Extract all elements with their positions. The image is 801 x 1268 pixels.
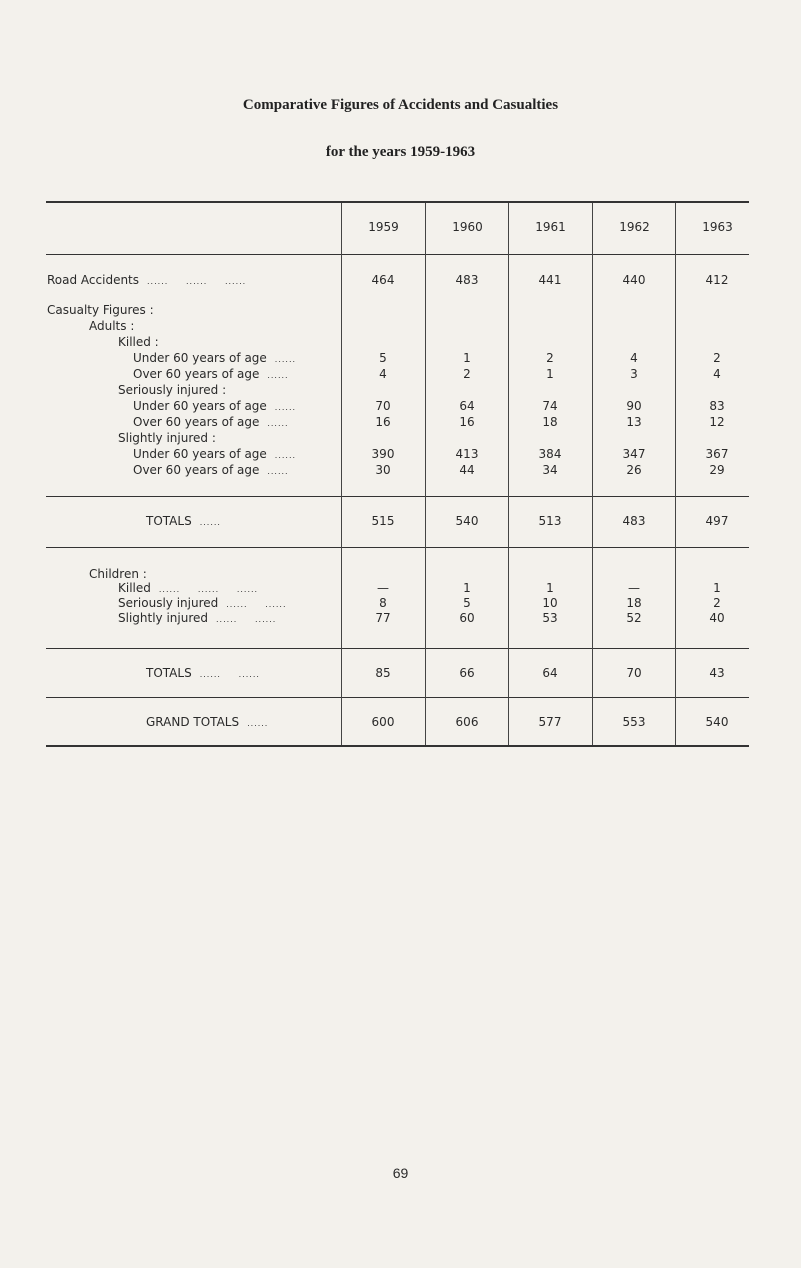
year-header: 1959 (368, 220, 399, 234)
row-label-text: Road Accidents (47, 273, 140, 287)
table-cell: 34 (542, 463, 558, 477)
table-cell: 515 (371, 514, 395, 528)
table-cell: 4 (630, 351, 638, 365)
table-cell: 513 (538, 514, 562, 528)
row-label-text: Slightly injured (118, 611, 209, 625)
row-label-text: Slightly injured : (118, 431, 216, 445)
row-label (146, 515, 221, 529)
column-divider (675, 203, 676, 745)
dot-leader: ...... (274, 403, 297, 412)
dot-leader: ...... ...... (226, 600, 287, 609)
dot-leader: ...... (274, 355, 297, 364)
row-label (89, 568, 147, 581)
table-cell: 77 (375, 611, 391, 625)
dot-leader: ...... ...... ...... (158, 585, 259, 594)
table-cell: 70 (626, 666, 642, 680)
year-header: 1961 (535, 220, 566, 234)
table-cell: 483 (622, 514, 646, 528)
row-label-text: Casualty Figures : (47, 303, 154, 317)
year-header: 1962 (619, 220, 650, 234)
table-cell: 13 (626, 415, 642, 429)
table-cell: 53 (542, 611, 558, 625)
row-label-text: TOTALS (146, 666, 192, 680)
row-label (118, 336, 159, 349)
dot-leader: ...... (199, 518, 221, 527)
table-cell: 1 (546, 581, 554, 595)
table-cell: 384 (538, 447, 562, 461)
page-subtitle: for the years 1959-1963 (325, 144, 476, 160)
table-cell: 441 (538, 273, 562, 287)
page-title: Comparative Figures of Accidents and Casualties (242, 97, 559, 113)
table-cell: 5 (463, 596, 471, 610)
year-header: 1963 (702, 220, 733, 234)
table-cell: 2 (713, 596, 721, 610)
table-cell: 26 (626, 463, 642, 477)
row-label-text: Children : (89, 567, 147, 581)
table-cell: 52 (626, 611, 642, 625)
table-cell: 2 (546, 351, 554, 365)
header-rule (46, 254, 749, 255)
row-label (118, 612, 276, 626)
dot-leader: ...... (267, 467, 289, 476)
table-cell: 497 (705, 514, 729, 528)
table-cell: 66 (459, 666, 475, 680)
row-label-text: Killed (118, 581, 151, 595)
dot-leader: ...... (267, 419, 289, 428)
row-label (146, 716, 268, 730)
row-label-text: Under 60 years of age (133, 399, 267, 413)
column-divider (592, 203, 593, 745)
row-label (118, 432, 216, 445)
table-cell: 40 (709, 611, 725, 625)
column-divider (425, 203, 426, 745)
row-label-text: GRAND TOTALS (146, 715, 240, 729)
table-cell: 12 (709, 415, 725, 429)
row-label-text: Under 60 years of age (133, 447, 267, 461)
row-label-text: Seriously injured (118, 596, 219, 610)
dot-leader: ...... (274, 451, 297, 460)
row-label (118, 582, 258, 596)
table-cell: 440 (622, 273, 646, 287)
page-number: 69 (392, 1165, 409, 1181)
table-cell: 483 (455, 273, 479, 287)
row-label-text: Seriously injured : (118, 383, 227, 397)
dot-leader: ...... (247, 719, 269, 728)
children-totals-bottom-rule (46, 697, 749, 698)
row-label (133, 368, 289, 382)
row-label (133, 400, 296, 414)
year-header: 1960 (452, 220, 483, 234)
row-label-text: TOTALS (146, 514, 192, 528)
table-cell: 29 (709, 463, 725, 477)
table-cell: 1 (463, 581, 471, 595)
table-cell: 413 (455, 447, 479, 461)
row-label (133, 448, 296, 462)
table-cell: 347 (622, 447, 646, 461)
column-divider (508, 203, 509, 745)
table-cell: 64 (542, 666, 558, 680)
table-cell: 16 (459, 415, 475, 429)
table-cell: 1 (713, 581, 721, 595)
table-cell: 4 (713, 367, 721, 381)
table-cell: 44 (459, 463, 475, 477)
row-label (133, 416, 289, 430)
table-cell: 18 (542, 415, 558, 429)
table-cell: — (377, 581, 389, 595)
table-cell: 540 (455, 514, 479, 528)
adults-totals-top-rule (46, 496, 749, 497)
dot-leader: ...... ...... (216, 615, 277, 624)
row-label-text: Adults : (89, 319, 135, 333)
table-cell: 8 (379, 596, 387, 610)
row-label (89, 320, 134, 333)
row-label-text: Over 60 years of age (133, 415, 260, 429)
table-cell: 367 (705, 447, 729, 461)
table-cell: 1 (463, 351, 471, 365)
table-cell: 390 (371, 447, 395, 461)
row-label-text: Killed : (118, 335, 159, 349)
table-cell: 412 (705, 273, 729, 287)
table-cell: 5 (379, 351, 387, 365)
table-cell: 30 (375, 463, 391, 477)
dot-leader: ...... ...... (199, 670, 260, 679)
row-label (133, 352, 296, 366)
row-label-text: Over 60 years of age (133, 367, 260, 381)
table-cell: 464 (371, 273, 395, 287)
children-totals-top-rule (46, 648, 749, 649)
table-cell: 540 (705, 715, 729, 729)
row-label (47, 304, 154, 317)
table-cell: 83 (709, 399, 725, 413)
table-cell: 16 (375, 415, 391, 429)
row-label (146, 667, 260, 681)
dot-leader: ...... ...... ...... (147, 277, 247, 286)
table-cell: 64 (459, 399, 475, 413)
column-divider (341, 203, 342, 745)
table-cell: 85 (375, 666, 391, 680)
table-cell: 577 (538, 715, 562, 729)
table-cell: 90 (626, 399, 642, 413)
table-cell: 1 (546, 367, 554, 381)
row-label (118, 597, 287, 611)
row-label-text: Over 60 years of age (133, 463, 260, 477)
row-label-text: Under 60 years of age (133, 351, 267, 365)
table-cell: 74 (542, 399, 558, 413)
table-cell: 4 (379, 367, 387, 381)
table-cell: 60 (459, 611, 475, 625)
table-cell: 43 (709, 666, 725, 680)
table-cell: 553 (622, 715, 646, 729)
table-cell: 606 (455, 715, 479, 729)
row-label (133, 464, 289, 478)
table-cell: 2 (463, 367, 471, 381)
table-cell: 10 (542, 596, 558, 610)
adults-totals-bottom-rule (46, 547, 749, 548)
table-bottom-rule (46, 745, 749, 747)
row-label (47, 274, 246, 288)
table-cell: 2 (713, 351, 721, 365)
table-cell: 18 (626, 596, 642, 610)
table-cell: — (628, 581, 640, 595)
dot-leader: ...... (267, 371, 289, 380)
table-cell: 3 (630, 367, 638, 381)
table-top-rule (46, 201, 749, 203)
table-cell: 70 (375, 399, 391, 413)
table-cell: 600 (371, 715, 395, 729)
row-label (118, 384, 226, 397)
